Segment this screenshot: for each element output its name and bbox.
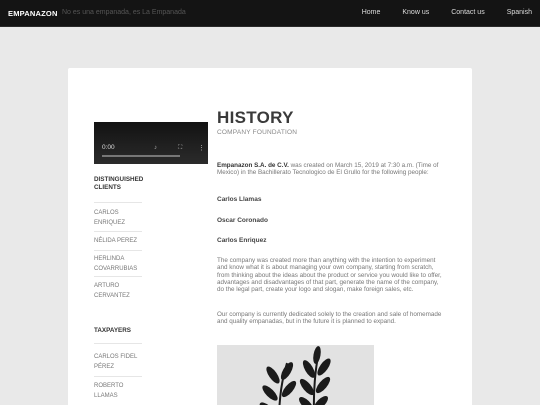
brand-logo[interactable]: EMPANAZON xyxy=(8,9,58,18)
taxpayers-heading: TAXPAYERS xyxy=(94,327,131,334)
client-item[interactable]: CARLOS ENRIQUEZ xyxy=(94,210,126,226)
founder-name: Carlos Enriquez xyxy=(217,237,267,244)
video-time: 0:00 xyxy=(102,144,115,151)
fullscreen-icon[interactable]: ⛶ xyxy=(178,145,183,151)
company-activity-paragraph: Our company is currently dedicated solely to the creation and sale of homemade and quality empanadas, but in the future it is planned to expand. xyxy=(217,311,442,326)
client-item[interactable]: NÉLIDA PEREZ xyxy=(94,238,138,244)
intro-paragraph: Empanazon S.A. de C.V. was created on March 15, 2019 at 7:30 a.m. (Time of Mexico) in the Bachillerato Tecnologico de El Grullo for the following people: xyxy=(217,162,439,177)
client-item[interactable]: HERLINDA COVARRUBIAS xyxy=(94,256,138,272)
nav-link-home[interactable]: Home xyxy=(361,9,381,16)
top-navbar xyxy=(0,0,540,27)
clients-heading: DISTINGUISHED CLIENTS xyxy=(94,176,144,191)
more-vertical-icon[interactable]: ⋮ xyxy=(198,145,205,152)
video-player[interactable] xyxy=(94,122,208,164)
client-item[interactable]: ARTURO CERVANTEZ xyxy=(94,283,130,299)
brand-tagline: No es una empanada, es La Empanada xyxy=(62,9,186,16)
company-name: Empanazon S.A. de C.V. xyxy=(217,162,289,169)
wheat-icon xyxy=(217,345,374,405)
divider xyxy=(94,343,142,344)
content-card xyxy=(68,68,472,405)
nav-link-know-us[interactable]: Know us xyxy=(402,9,430,16)
taxpayer-item[interactable]: CARLOS FIDEL PÉREZ xyxy=(94,354,138,370)
company-purpose-paragraph: The company was created more than anything with the intention to experiment and know what it is about managing your own company, starting from scratch, from thinking about the ideas about the product or service you would like to offer, advantages and disadvantages of that part, generate the name of the company, do the legal part, create your logo and slogan, make foreign sales, etc. xyxy=(217,257,442,294)
divider xyxy=(94,202,142,203)
page-title: HISTORY xyxy=(217,108,294,127)
nav-link-spanish[interactable]: Spanish xyxy=(506,9,532,16)
divider xyxy=(94,231,142,232)
nav-links xyxy=(340,9,532,16)
divider xyxy=(94,276,142,277)
wheat-illustration xyxy=(217,345,374,405)
founder-name: Oscar Coronado xyxy=(217,217,268,224)
video-progress-bar[interactable] xyxy=(102,155,180,157)
volume-icon[interactable]: ♪ xyxy=(154,145,157,151)
page-subtitle: COMPANY FOUNDATION xyxy=(217,129,298,136)
taxpayer-item[interactable]: ROBERTO LLAMAS xyxy=(94,383,124,399)
divider xyxy=(94,250,142,251)
founder-name: Carlos Llamas xyxy=(217,196,262,203)
nav-link-contact-us[interactable]: Contact us xyxy=(451,9,485,16)
divider xyxy=(94,376,142,377)
